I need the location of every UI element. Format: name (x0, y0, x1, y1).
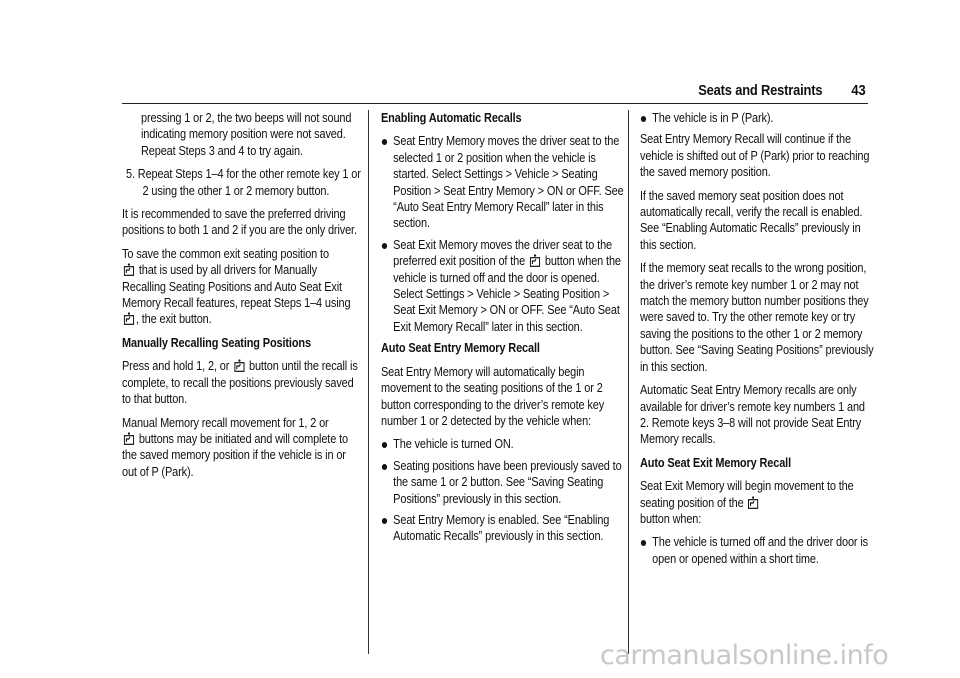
text-run: button when: (640, 511, 702, 526)
bullet-item: The vehicle is in P (Park). (640, 110, 888, 126)
subheading: Manually Recalling Seating Positions (122, 335, 311, 350)
seat-exit-icon (748, 496, 758, 509)
text-run: Manual Memory recall movement for 1, 2 or (122, 415, 329, 430)
text-run: button until the recall is complete, to recall the positions previously saved to that button. (122, 359, 358, 407)
column-divider (368, 110, 369, 654)
text-run: To save the common exit seating position to (122, 246, 329, 261)
text-run: that is used by all drivers for Manually Recalling Seating Positions and Auto Seat Exit Memory Recall features, repeat Steps 1–4 using (122, 263, 351, 311)
subheading: Auto Seat Exit Memory Recall (640, 455, 792, 470)
subheading: Auto Seat Entry Memory Recall (381, 341, 540, 356)
paragraph: Seat Entry Memory will automatically begin movement to the seating positions of the 1 or 2 button corresponding to the driver’s remote key number 1 or 2 detected by the vehicle when: (381, 364, 605, 428)
header-divider (122, 103, 868, 104)
column-3 (640, 110, 876, 572)
text-run: Seat Exit Memory moves the driver seat to the preferred exit position of the (393, 237, 613, 269)
text-run: button when the vehicle is turned off and the door is opened. Select Settings > Vehicle > Seating Position > Seat Exit Memory > ON or OFF. See “Auto Seat Exit Memory Recall” later in this section. (393, 254, 621, 334)
column-1 (122, 110, 361, 487)
bullet-item: Seat Entry Memory is enabled. See “Enabling Automatic Recalls” previously in this section. (381, 512, 629, 545)
seat-exit-icon (234, 359, 244, 372)
paragraph: If the memory seat recalls to the wrong position, the driver’s remote key number 1 or 2 may not match the memory button number positions they were saved to. Try the other remote key or try saving the positions to the other 1 or 2 memory button. See “Saving Seating Positions” previously in this section. (640, 261, 874, 374)
subheading: Enabling Automatic Recalls (381, 111, 522, 125)
bullet-item: The vehicle is turned off and the driver door is open or opened within a short time. (640, 534, 888, 567)
page-header (0, 82, 960, 104)
bullet-item: The vehicle is turned ON. (381, 436, 629, 452)
text-run: Seat Exit Memory will begin movement to the seating position of the (640, 479, 854, 510)
paragraph: It is recommended to save the preferred driving positions to both 1 and 2 if you are the only driver. (122, 207, 357, 238)
paragraph (640, 478, 876, 527)
paragraph: Seat Entry Memory Recall will continue if the vehicle is shifted out of P (Park) prior to reaching the saved memory position. (640, 132, 870, 180)
seat-exit-icon (124, 263, 134, 276)
seat-exit-icon (124, 312, 134, 325)
text-run: buttons may be initiated and will complete to the saved memory position if the vehicle is in or out of P (Park). (122, 431, 348, 479)
paragraph (122, 415, 358, 481)
seat-exit-icon (530, 254, 540, 267)
bullet-item (381, 237, 629, 335)
bullet-item: Seating positions have been previously saved to the same 1 or 2 button. See “Saving Seating Positions” previously in this section. (381, 458, 629, 507)
page-number: 43 (851, 82, 866, 99)
bullet-item: Seat Entry Memory moves the driver seat to the selected 1 or 2 position when the vehicle is started. Select Settings > Vehicle > Seating Position > Seat Entry Memory > ON or OFF. See “Auto Seat Entry Memory Recall” later in this section. (381, 133, 629, 231)
step-5: 5. Repeat Steps 1–4 for the other remote key 1 or 2 using the other 1 or 2 memory button. (126, 167, 361, 198)
paragraph (122, 246, 358, 328)
column-2 (381, 110, 624, 550)
text-run: , the exit button. (135, 312, 212, 327)
paragraph: Automatic Seat Entry Memory recalls are only available for driver’s remote key numbers 1 and 2. Remote keys 3–8 will not provide Seat Entry Memory recalls. (640, 383, 865, 447)
watermark: carmanualsonline.info (600, 640, 889, 671)
paragraph: If the saved memory seat position does not automatically recall, verify the recall is enabled. See “Enabling Automatic Recalls” previously in this section. (640, 188, 863, 252)
seat-exit-icon (124, 432, 134, 445)
text-run: Press and hold 1, 2, or (122, 359, 230, 374)
section-title: Seats and Restraints (697, 82, 822, 99)
paragraph (122, 358, 358, 407)
paragraph: pressing 1 or 2, the two beeps will not sound indicating memory position were not saved. Repeat Steps 3 and 4 to try again. (141, 111, 352, 158)
